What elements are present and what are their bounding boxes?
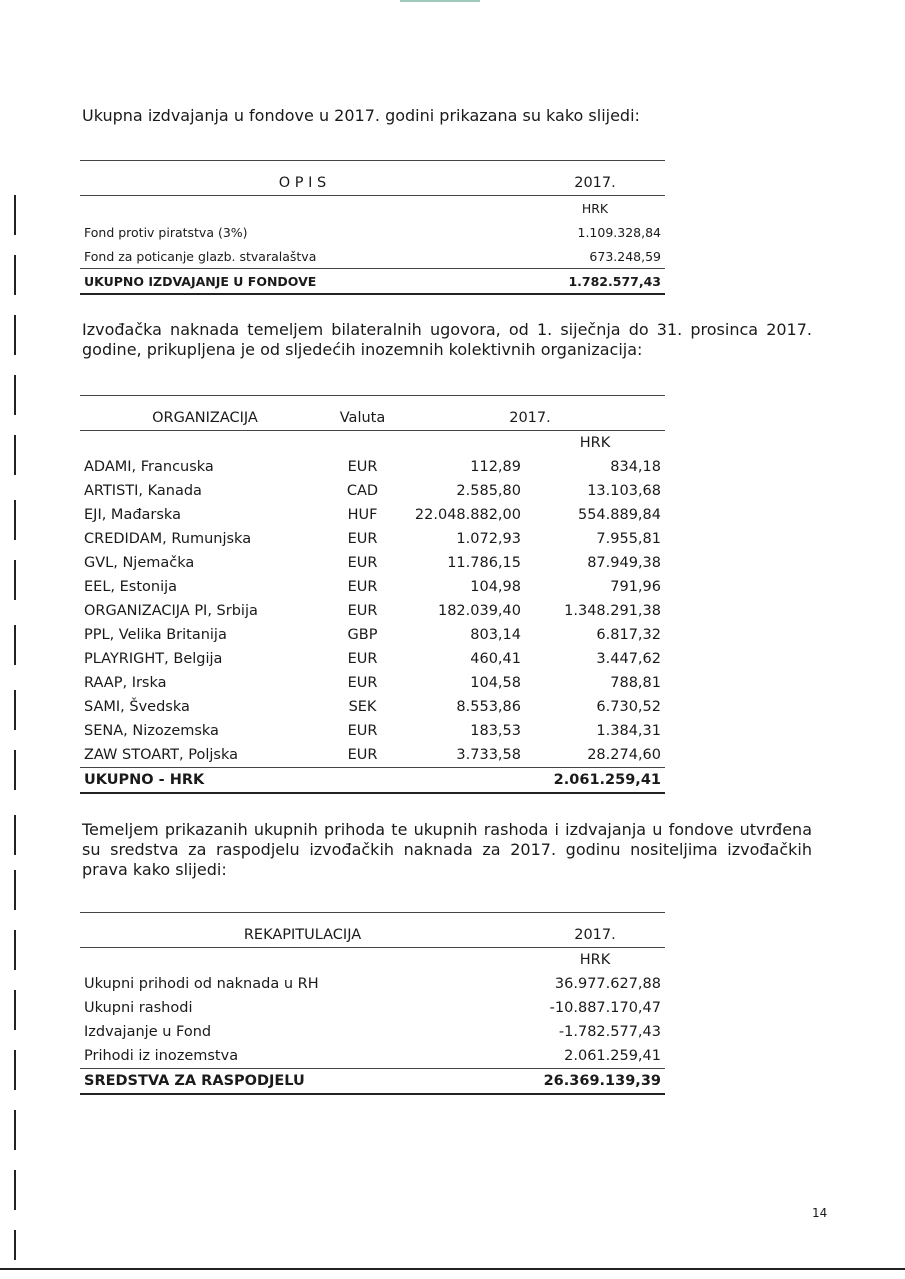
hrk-cell: 6.817,32 (596, 627, 661, 643)
amount-cell: 2.585,80 (456, 483, 521, 499)
organization-cell: EJI, Mađarska (84, 507, 181, 523)
intro-paragraph-recap: Temeljem prikazanih ukupnih prihoda te ukupnih rashoda i izdvajanja u fondove utvrđena su sredstva za raspodjelu izvođačkih naknada za 2017. godinu nositeljima izvođačkih prava kako slijedi: (82, 820, 812, 879)
amount-cell: 104,58 (470, 675, 521, 691)
row-value: 2.061.259,41 (525, 1044, 665, 1069)
total-row (80, 269, 665, 295)
total-row (80, 1069, 665, 1095)
scan-mark (14, 375, 16, 415)
hrk-cell: 7.955,81 (596, 531, 661, 547)
amount-cell: 182.039,40 (437, 603, 521, 619)
intro-paragraph-foreign: Izvođačka naknada temeljem bilateralnih ugovora, od 1. siječnja do 31. prosinca 2017. godine, prikupljena je od sljedećih inozemnih kolektivnih organizacija: (82, 320, 812, 359)
hrk-cell: 3.447,62 (596, 651, 661, 667)
amount-cell: 8.553,86 (456, 699, 521, 715)
total-label: SREDSTVA ZA RASPODJELU (80, 1069, 525, 1095)
table-row (80, 647, 665, 671)
scan-mark (14, 625, 16, 665)
column-header-year: 2017. (525, 923, 665, 948)
currency-cell: EUR (347, 675, 378, 691)
bottom-edge-line (0, 1268, 905, 1270)
table-row (80, 972, 665, 996)
amount-cell: 803,14 (470, 627, 521, 643)
currency-cell: EUR (347, 459, 378, 475)
amount-cell: 183,53 (470, 723, 521, 739)
organization-cell: ZAW STOART, Poljska (80, 743, 330, 768)
page-number: 14 (812, 1206, 828, 1220)
total-value: 26.369.139,39 (525, 1069, 665, 1095)
column-header-year: 2017. (525, 171, 665, 196)
row-label: Izdvajanje u Fond (84, 1024, 212, 1040)
intro-paragraph-funds: Ukupna izdvajanja u fondove u 2017. godini prikazana su kako slijedi: (82, 106, 640, 125)
column-header-currency: Valuta (330, 406, 395, 431)
organization-cell: RAAP, Irska (84, 675, 167, 691)
amount-cell: 1.072,93 (456, 531, 521, 547)
organization-cell: ADAMI, Francuska (84, 459, 214, 475)
amount-cell: 11.786,15 (447, 555, 521, 571)
hrk-cell: 791,96 (610, 579, 661, 595)
top-edge-mark (400, 0, 480, 2)
currency-cell: EUR (330, 743, 395, 768)
row-value: -10.887.170,47 (549, 1000, 661, 1016)
row-value: -1.782.577,43 (558, 1024, 661, 1040)
hrk-cell: 1.348.291,38 (564, 603, 661, 619)
total-label: UKUPNO IZDVAJANJE U FONDOVE (80, 269, 525, 295)
currency-cell: EUR (347, 531, 378, 547)
recapitulation-table (80, 912, 665, 1095)
row-label: Fond za poticanje glazb. stvaralaštva (80, 244, 525, 269)
table-row (80, 743, 665, 768)
table-row (80, 623, 665, 647)
column-header-recap: REKAPITULACIJA (80, 923, 525, 948)
amount-cell: 104,98 (470, 579, 521, 595)
table-row (80, 719, 665, 743)
row-label: Prihodi iz inozemstva (80, 1044, 525, 1069)
table-row (80, 220, 665, 244)
table-row (80, 695, 665, 719)
organization-cell: SENA, Nizozemska (84, 723, 219, 739)
table-row (80, 1020, 665, 1044)
column-header-unit: HRK (579, 435, 611, 451)
hrk-cell: 834,18 (610, 459, 661, 475)
scan-mark (14, 1230, 16, 1260)
table-row (80, 503, 665, 527)
scan-mark (14, 1110, 16, 1150)
row-label: Ukupni prihodi od naknada u RH (84, 976, 319, 992)
hrk-cell: 1.384,31 (596, 723, 661, 739)
row-label: Ukupni rashodi (84, 1000, 193, 1016)
amount-cell: 460,41 (470, 651, 521, 667)
scan-mark (14, 870, 16, 910)
currency-cell: EUR (347, 579, 378, 595)
hrk-cell: 554.889,84 (577, 507, 661, 523)
hrk-cell: 13.103,68 (587, 483, 661, 499)
scan-mark (14, 435, 16, 475)
scan-mark (14, 560, 16, 600)
organization-cell: PPL, Velika Britanija (84, 627, 227, 643)
table-row (80, 527, 665, 551)
row-value: 673.248,59 (525, 244, 665, 269)
scan-mark (14, 815, 16, 855)
table-row (80, 575, 665, 599)
table-row (80, 244, 665, 269)
currency-cell: HUF (347, 507, 378, 523)
total-value: 1.782.577,43 (525, 269, 665, 295)
scan-mark (14, 1050, 16, 1090)
organization-cell: EEL, Estonija (84, 579, 178, 595)
funds-table (80, 160, 665, 295)
scan-mark (14, 500, 16, 540)
hrk-cell: 788,81 (610, 675, 661, 691)
column-header-opis: O P I S (80, 171, 525, 196)
scan-mark (14, 990, 16, 1030)
column-header-unit: HRK (579, 952, 611, 968)
hrk-cell: 87.949,38 (587, 555, 661, 571)
total-value: 2.061.259,41 (525, 768, 665, 794)
row-value: 36.977.627,88 (554, 976, 661, 992)
currency-cell: CAD (346, 483, 379, 499)
scan-mark (14, 195, 16, 235)
scan-mark (14, 750, 16, 790)
column-header-unit: HRK (581, 200, 609, 216)
organization-cell: GVL, Njemačka (84, 555, 195, 571)
table-row (80, 996, 665, 1020)
scan-mark (14, 315, 16, 355)
table-row (80, 455, 665, 479)
currency-cell: SEK (348, 699, 377, 715)
organization-cell: SAMI, Švedska (84, 699, 190, 715)
scan-mark (14, 930, 16, 970)
total-row (80, 768, 665, 794)
scan-mark (14, 1170, 16, 1210)
amount-cell: 22.048.882,00 (414, 507, 521, 523)
currency-cell: GBP (347, 627, 378, 643)
foreign-organizations-table (80, 395, 665, 794)
organization-cell: PLAYRIGHT, Belgija (84, 651, 223, 667)
table-row (80, 479, 665, 503)
organization-cell: CREDIDAM, Rumunjska (84, 531, 252, 547)
currency-cell: EUR (347, 723, 378, 739)
amount-cell: 3.733,58 (395, 743, 525, 768)
row-label: Fond protiv piratstva (3%) (84, 224, 248, 240)
total-label: UKUPNO - HRK (80, 768, 395, 794)
hrk-cell: 6.730,52 (596, 699, 661, 715)
currency-cell: EUR (347, 603, 378, 619)
scan-mark (14, 690, 16, 730)
table-row (80, 671, 665, 695)
currency-cell: EUR (347, 555, 378, 571)
column-header-year: 2017. (395, 406, 665, 431)
organization-cell: ORGANIZACIJA PI, Srbija (84, 603, 258, 619)
column-header-organization: ORGANIZACIJA (80, 406, 330, 431)
row-value: 1.109.328,84 (577, 224, 661, 240)
table-row (80, 599, 665, 623)
table-row (80, 551, 665, 575)
hrk-cell: 28.274,60 (525, 743, 665, 768)
amount-cell: 112,89 (470, 459, 521, 475)
table-row (80, 1044, 665, 1069)
currency-cell: EUR (347, 651, 378, 667)
scan-mark (14, 255, 16, 295)
organization-cell: ARTISTI, Kanada (84, 483, 202, 499)
